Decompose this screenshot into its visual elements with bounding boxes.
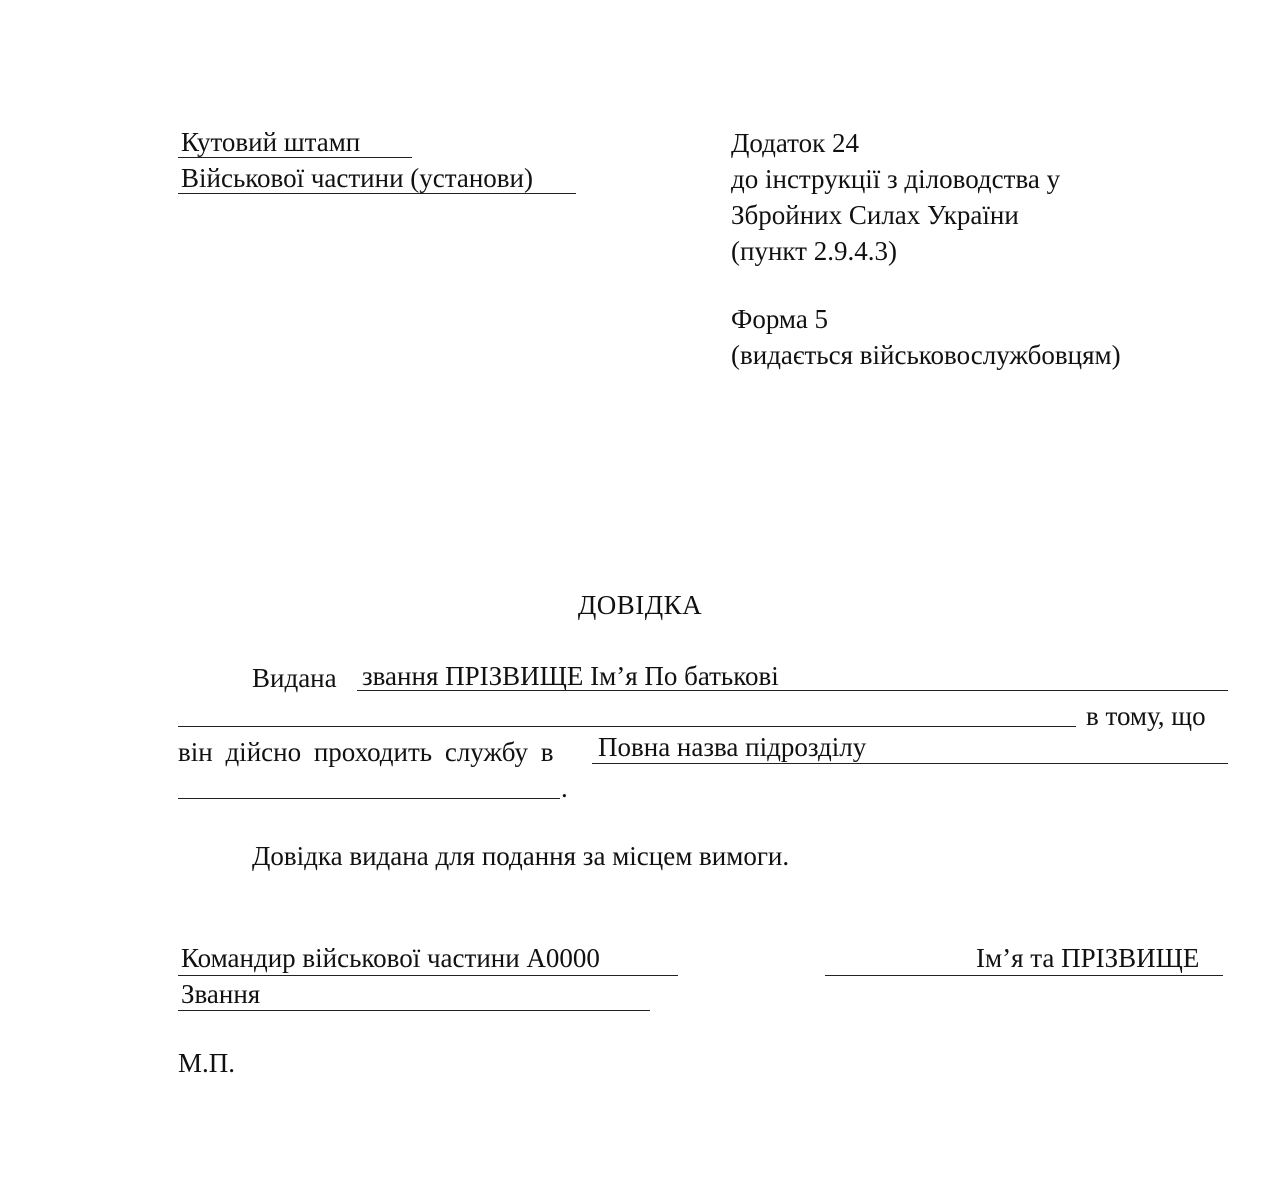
- seal-mark: М.П.: [178, 1048, 236, 1078]
- commander-position: Командир військової частини А0000: [181, 943, 600, 973]
- signature-underline: [825, 975, 1223, 976]
- form-note: (видається військовослужбовцям): [731, 340, 1121, 370]
- purpose-text: Довідка видана для подання за місцем вимоги.: [252, 841, 790, 871]
- document-title: ДОВІДКА: [577, 590, 703, 620]
- appendix-line-4: (пункт 2.9.4.3): [731, 236, 897, 266]
- stamp-line-2-underline: [178, 193, 576, 194]
- in-that-text: в тому, що: [1086, 701, 1206, 731]
- issued-label: Видана: [252, 663, 337, 693]
- commander-position-underline: [178, 975, 678, 976]
- period-mark: .: [561, 773, 568, 803]
- form-number: Форма 5: [731, 304, 829, 334]
- commander-rank-underline: [178, 1010, 650, 1011]
- commander-name: Ім’я та ПРІЗВИЩЕ: [976, 943, 1200, 973]
- stamp-line-2: Військової частини (установи): [181, 163, 533, 193]
- appendix-line-2: до інструкції з діловодства у: [731, 164, 1061, 194]
- unit-name-value: Повна назва підрозділу: [598, 732, 867, 762]
- unit-continuation-underline: [178, 798, 560, 799]
- serves-label: він дійсно проходить службу в: [178, 737, 554, 767]
- unit-name-underline: [592, 763, 1228, 764]
- issued-to-value: звання ПРІЗВИЩЕ Ім’я По батькові: [362, 661, 779, 691]
- commander-rank: Звання: [181, 979, 261, 1009]
- issued-to-underline: [357, 690, 1228, 691]
- appendix-line-1: Додаток 24: [731, 128, 859, 158]
- stamp-line-1: Кутовий штамп: [181, 127, 361, 157]
- continuation-underline: [178, 726, 1076, 727]
- appendix-line-3: Збройних Силах України: [731, 200, 1019, 230]
- stamp-line-1-underline: [178, 157, 412, 158]
